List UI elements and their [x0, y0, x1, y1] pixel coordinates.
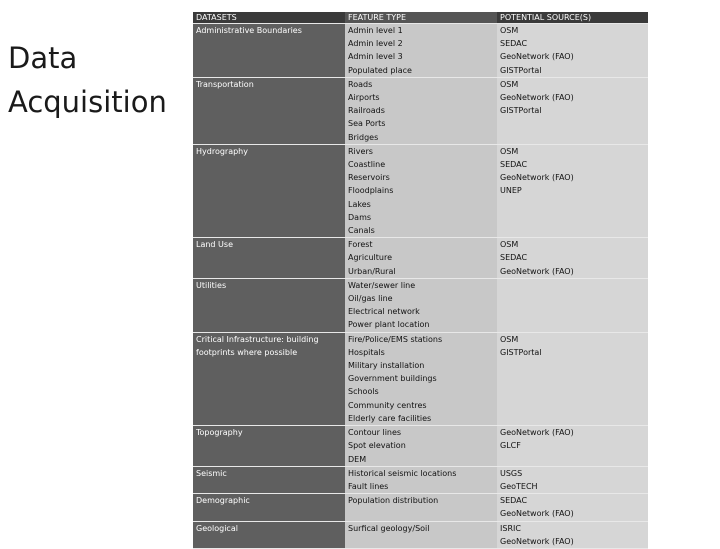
- source-item: OSM: [500, 79, 519, 89]
- feature-item: Water/sewer line: [348, 280, 416, 290]
- feature-item: Admin level 1: [348, 26, 403, 35]
- source-item: SEDAC: [500, 253, 528, 263]
- feature-item: Government buildings: [348, 374, 437, 384]
- source-item: SEDAC: [500, 160, 528, 170]
- dataset-cell: [193, 278, 345, 332]
- feature-cell: [345, 278, 497, 332]
- feature-cell: [345, 494, 497, 521]
- table-row: [193, 332, 648, 425]
- source-item: OSM: [500, 26, 519, 35]
- feature-item: Rivers: [348, 146, 373, 156]
- source-cell: [497, 426, 648, 467]
- source-item: GeoNetwork (FAO): [500, 509, 574, 519]
- source-item: GeoNetwork (FAO): [500, 266, 574, 276]
- feature-item: Historical seismic locations: [348, 468, 457, 478]
- feature-item: Surfical geology/Soil: [348, 523, 430, 533]
- feature-item: Reservoirs: [348, 173, 390, 183]
- source-cell: [497, 466, 648, 493]
- dataset-line: Demographic: [196, 496, 250, 506]
- dataset-cell: [193, 426, 345, 467]
- dataset-cell: [193, 77, 345, 144]
- source-cell: [497, 144, 648, 237]
- feature-item: Roads: [348, 79, 373, 89]
- feature-cell: [345, 24, 497, 78]
- dataset-cell: [193, 238, 345, 279]
- table-row: [193, 238, 648, 279]
- dataset-line: Seismic: [196, 468, 227, 478]
- header-datasets: DATASETS: [193, 12, 345, 24]
- dataset-line: Geological: [196, 523, 238, 533]
- source-item: GISTPortal: [500, 65, 542, 75]
- feature-item: Bridges: [348, 132, 379, 142]
- feature-item: Power plant location: [348, 320, 430, 330]
- feature-cell: [345, 238, 497, 279]
- feature-item: Oil/gas line: [348, 294, 393, 304]
- feature-item: Forest: [348, 240, 373, 250]
- source-item: OSM: [500, 334, 519, 344]
- feature-item: Spot elevation: [348, 441, 406, 451]
- feature-cell: [345, 521, 497, 548]
- feature-item: Lakes: [348, 199, 371, 209]
- source-cell: [497, 77, 648, 144]
- data-sources-table: [193, 12, 648, 549]
- source-cell: [497, 238, 648, 279]
- table-row: [193, 278, 648, 332]
- header-potential-sources: POTENTIAL SOURCE(S): [497, 12, 648, 24]
- source-item: UNEP: [500, 186, 522, 196]
- table-row: [193, 144, 648, 237]
- feature-item: Hospitals: [348, 347, 385, 357]
- source-item: GeoTECH: [500, 481, 538, 491]
- dataset-line: Utilities: [196, 280, 227, 290]
- table-body: [193, 24, 648, 549]
- feature-item: Canals: [348, 226, 375, 236]
- dataset-cell: [193, 144, 345, 237]
- feature-item: Airports: [348, 93, 380, 103]
- dataset-line: Topography: [196, 428, 243, 438]
- table-row: [193, 77, 648, 144]
- header-feature-type: FEATURE TYPE: [345, 12, 497, 24]
- table-row: [193, 521, 648, 548]
- source-cell: [497, 278, 648, 332]
- feature-cell: [345, 466, 497, 493]
- feature-item: Elderly care facilities: [348, 413, 432, 423]
- source-item: GeoNetwork (FAO): [500, 428, 574, 438]
- feature-item: Railroads: [348, 106, 385, 116]
- feature-item: Admin level 3: [348, 52, 403, 62]
- table-row: [193, 466, 648, 493]
- source-item: GeoNetwork (FAO): [500, 536, 574, 546]
- table-header-row: [193, 12, 648, 24]
- dataset-cell: [193, 332, 345, 425]
- feature-item: Contour lines: [348, 428, 402, 438]
- source-item: ISRIC: [500, 523, 521, 533]
- source-item: OSM: [500, 146, 519, 156]
- source-cell: [497, 24, 648, 78]
- feature-item: Urban/Rural: [348, 266, 396, 276]
- source-item: GISTPortal: [500, 347, 542, 357]
- feature-item: Populated place: [348, 65, 412, 75]
- dataset-cell: [193, 521, 345, 548]
- feature-item: Electrical network: [348, 307, 420, 317]
- source-cell: [497, 521, 648, 548]
- feature-item: Military installation: [348, 361, 425, 371]
- table-row: [193, 24, 648, 78]
- feature-item: Agriculture: [348, 253, 392, 263]
- feature-item: Floodplains: [348, 186, 394, 196]
- dataset-line: Hydrography: [196, 146, 248, 156]
- feature-item: Community centres: [348, 400, 427, 410]
- feature-item: Sea Ports: [348, 119, 386, 129]
- table-row: [193, 426, 648, 467]
- dataset-line: Administrative Boundaries: [196, 26, 302, 35]
- feature-cell: [345, 426, 497, 467]
- feature-item: Admin level 2: [348, 39, 403, 49]
- feature-item: Dams: [348, 212, 372, 222]
- table-row: [193, 494, 648, 521]
- feature-cell: [345, 144, 497, 237]
- feature-cell: [345, 332, 497, 425]
- feature-item: Population distribution: [348, 496, 439, 506]
- dataset-line: Critical Infrastructure: building: [196, 334, 319, 344]
- dataset-line: Land Use: [196, 240, 233, 250]
- source-item: USGS: [500, 468, 523, 478]
- source-item: SEDAC: [500, 496, 528, 506]
- dataset-cell: [193, 466, 345, 493]
- dataset-line: footprints where possible: [196, 347, 298, 357]
- dataset-line: Transportation: [196, 79, 254, 89]
- source-item: GLCF: [500, 441, 521, 451]
- feature-cell: [345, 77, 497, 144]
- feature-item: Coastline: [348, 160, 386, 170]
- source-cell: [497, 332, 648, 425]
- source-item: GeoNetwork (FAO): [500, 52, 574, 62]
- feature-item: Fault lines: [348, 481, 389, 491]
- dataset-cell: [193, 24, 345, 78]
- source-item: GeoNetwork (FAO): [500, 173, 574, 183]
- source-item: GeoNetwork (FAO): [500, 93, 574, 103]
- source-item: GISTPortal: [500, 106, 542, 116]
- source-item: OSM: [500, 240, 519, 250]
- source-cell: [497, 494, 648, 521]
- feature-item: DEM: [348, 454, 367, 464]
- source-item: SEDAC: [500, 39, 528, 49]
- feature-item: Fire/Police/EMS stations: [348, 334, 443, 344]
- dataset-cell: [193, 494, 345, 521]
- slide-title: Data Acquisition: [8, 41, 167, 119]
- feature-item: Schools: [348, 387, 379, 397]
